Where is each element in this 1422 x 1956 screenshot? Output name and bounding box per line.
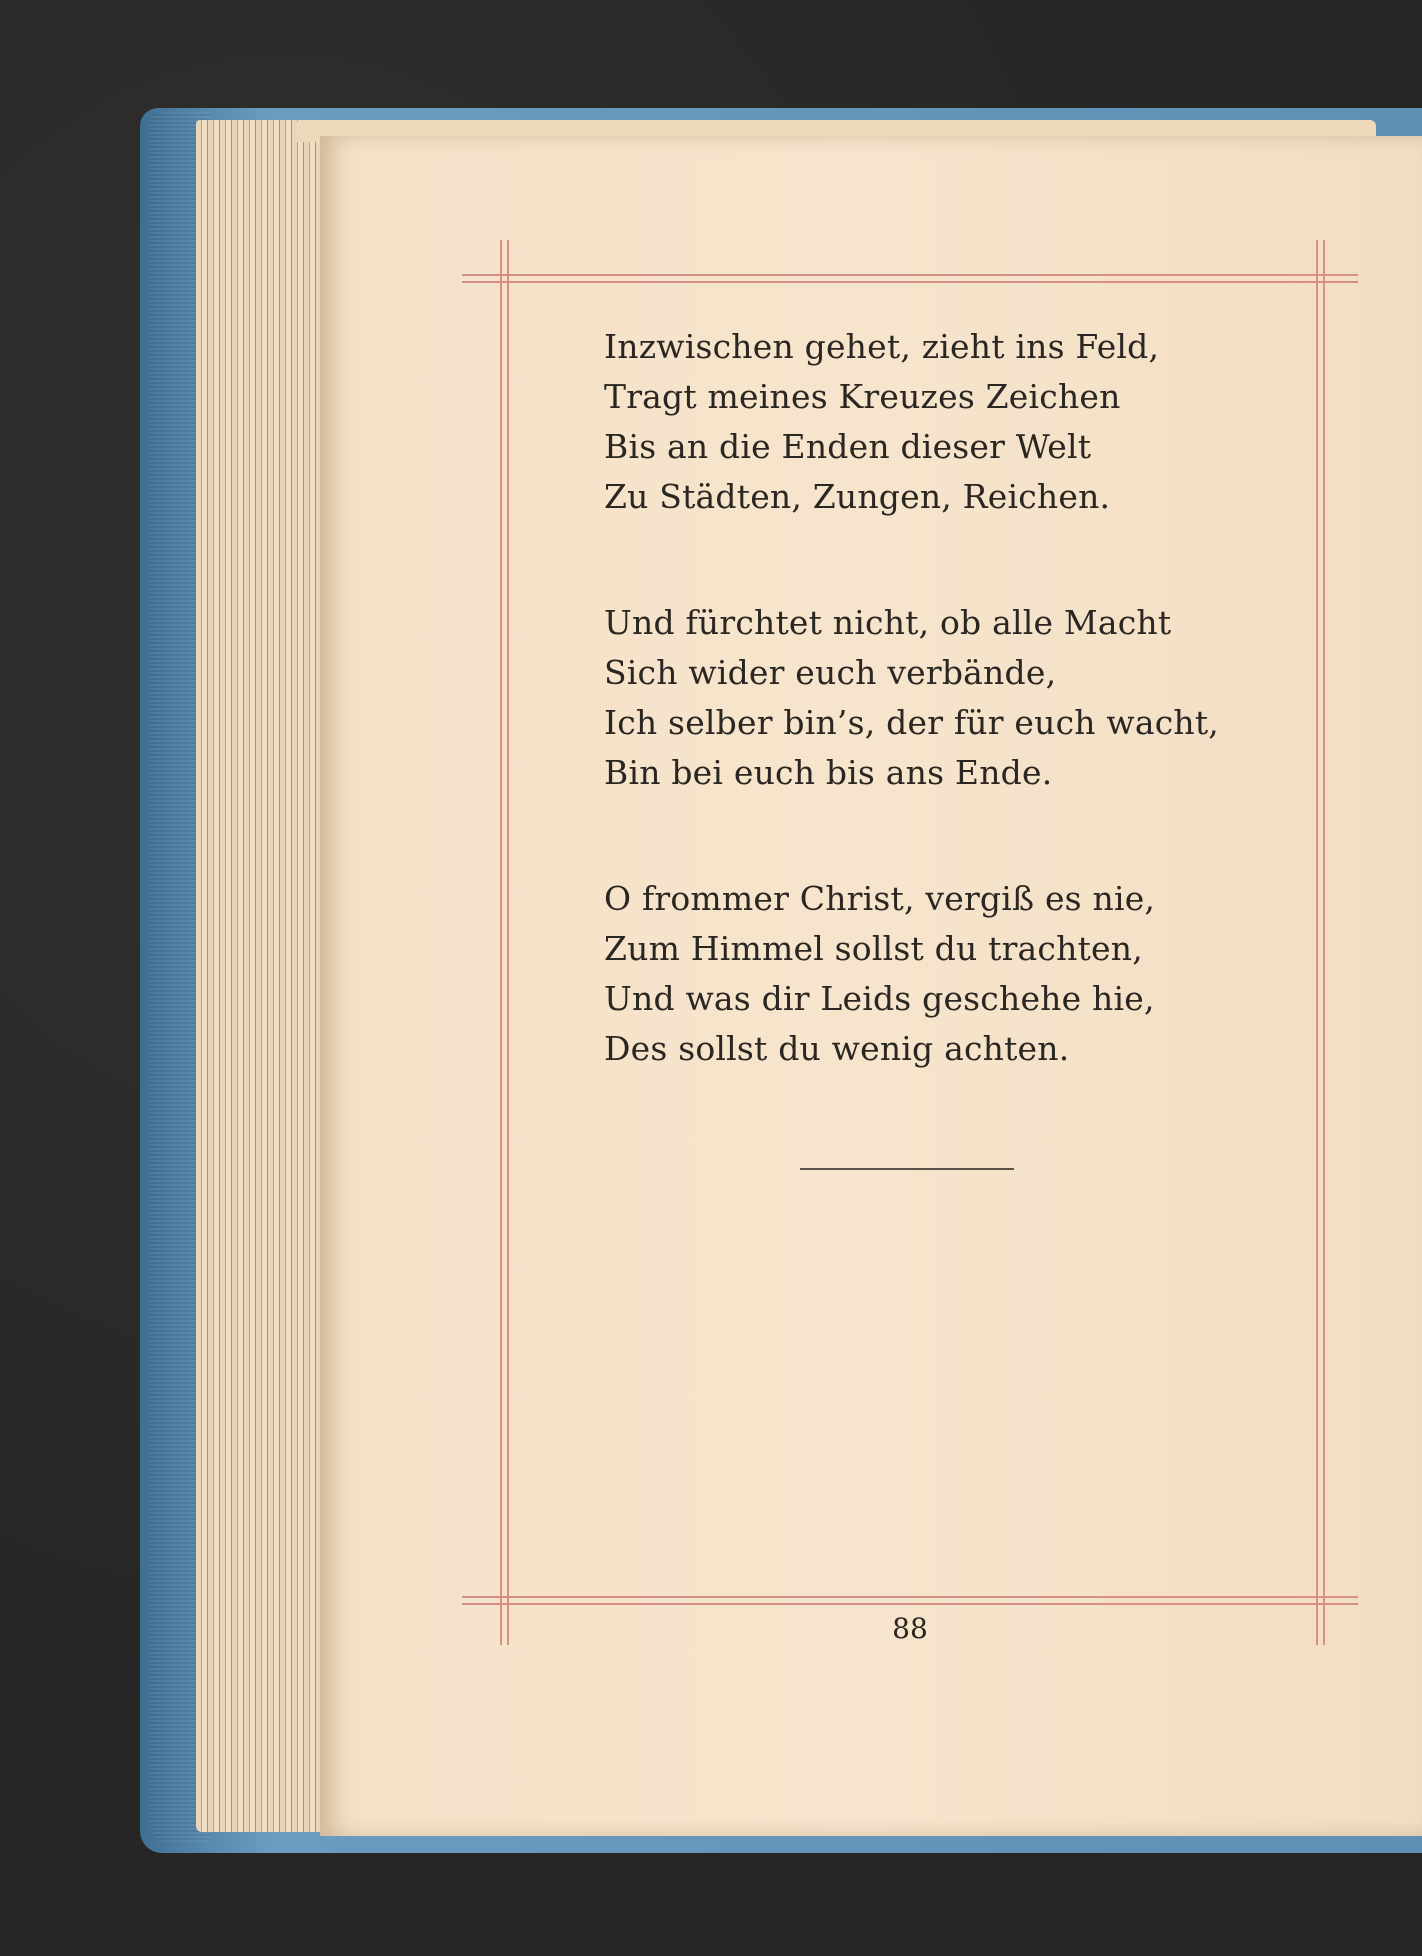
poem-line: Zum Himmel sollst du trachten,	[604, 929, 1143, 968]
poem-line: Und fürchtet nicht, ob alle Macht	[604, 603, 1172, 642]
poem-line: Sich wider euch verbände,	[604, 653, 1057, 692]
poem-line: Bin bei euch bis ans Ende.	[604, 753, 1053, 792]
poem-line: Des sollst du wenig achten.	[604, 1029, 1070, 1068]
stanza-1	[604, 322, 1304, 522]
poem-line: Tragt meines Kreuzes Zeichen	[604, 377, 1121, 416]
frame-rule-top-outer	[462, 274, 1358, 276]
poem-line: Bis an die Enden dieser Welt	[604, 427, 1092, 466]
poem-line: Ich selber bin’s, der für euch wacht,	[604, 703, 1219, 742]
frame-rule-right-inner	[1323, 240, 1325, 1645]
poem-line: Und was dir Leids geschehe hie,	[604, 979, 1155, 1018]
frame-rule-left-inner	[507, 240, 509, 1645]
poem	[604, 322, 1304, 1150]
frame-rule-bottom-inner	[462, 1603, 1358, 1605]
poem-line: O frommer Christ, vergiß es nie,	[604, 879, 1156, 918]
stanza-3	[604, 874, 1304, 1074]
stanza-2	[604, 598, 1304, 798]
frame-rule-right-outer	[1316, 240, 1318, 1645]
poem-line: Zu Städten, Zungen, Reichen.	[604, 477, 1111, 516]
frame-rule-left-outer	[500, 240, 502, 1645]
frame-rule-bottom-outer	[462, 1596, 1358, 1598]
frame-rule-top-inner	[462, 281, 1358, 283]
page-number: 88	[892, 1612, 928, 1645]
section-separator	[800, 1168, 1014, 1170]
poem-line: Inzwischen gehet, zieht ins Feld,	[604, 327, 1160, 366]
